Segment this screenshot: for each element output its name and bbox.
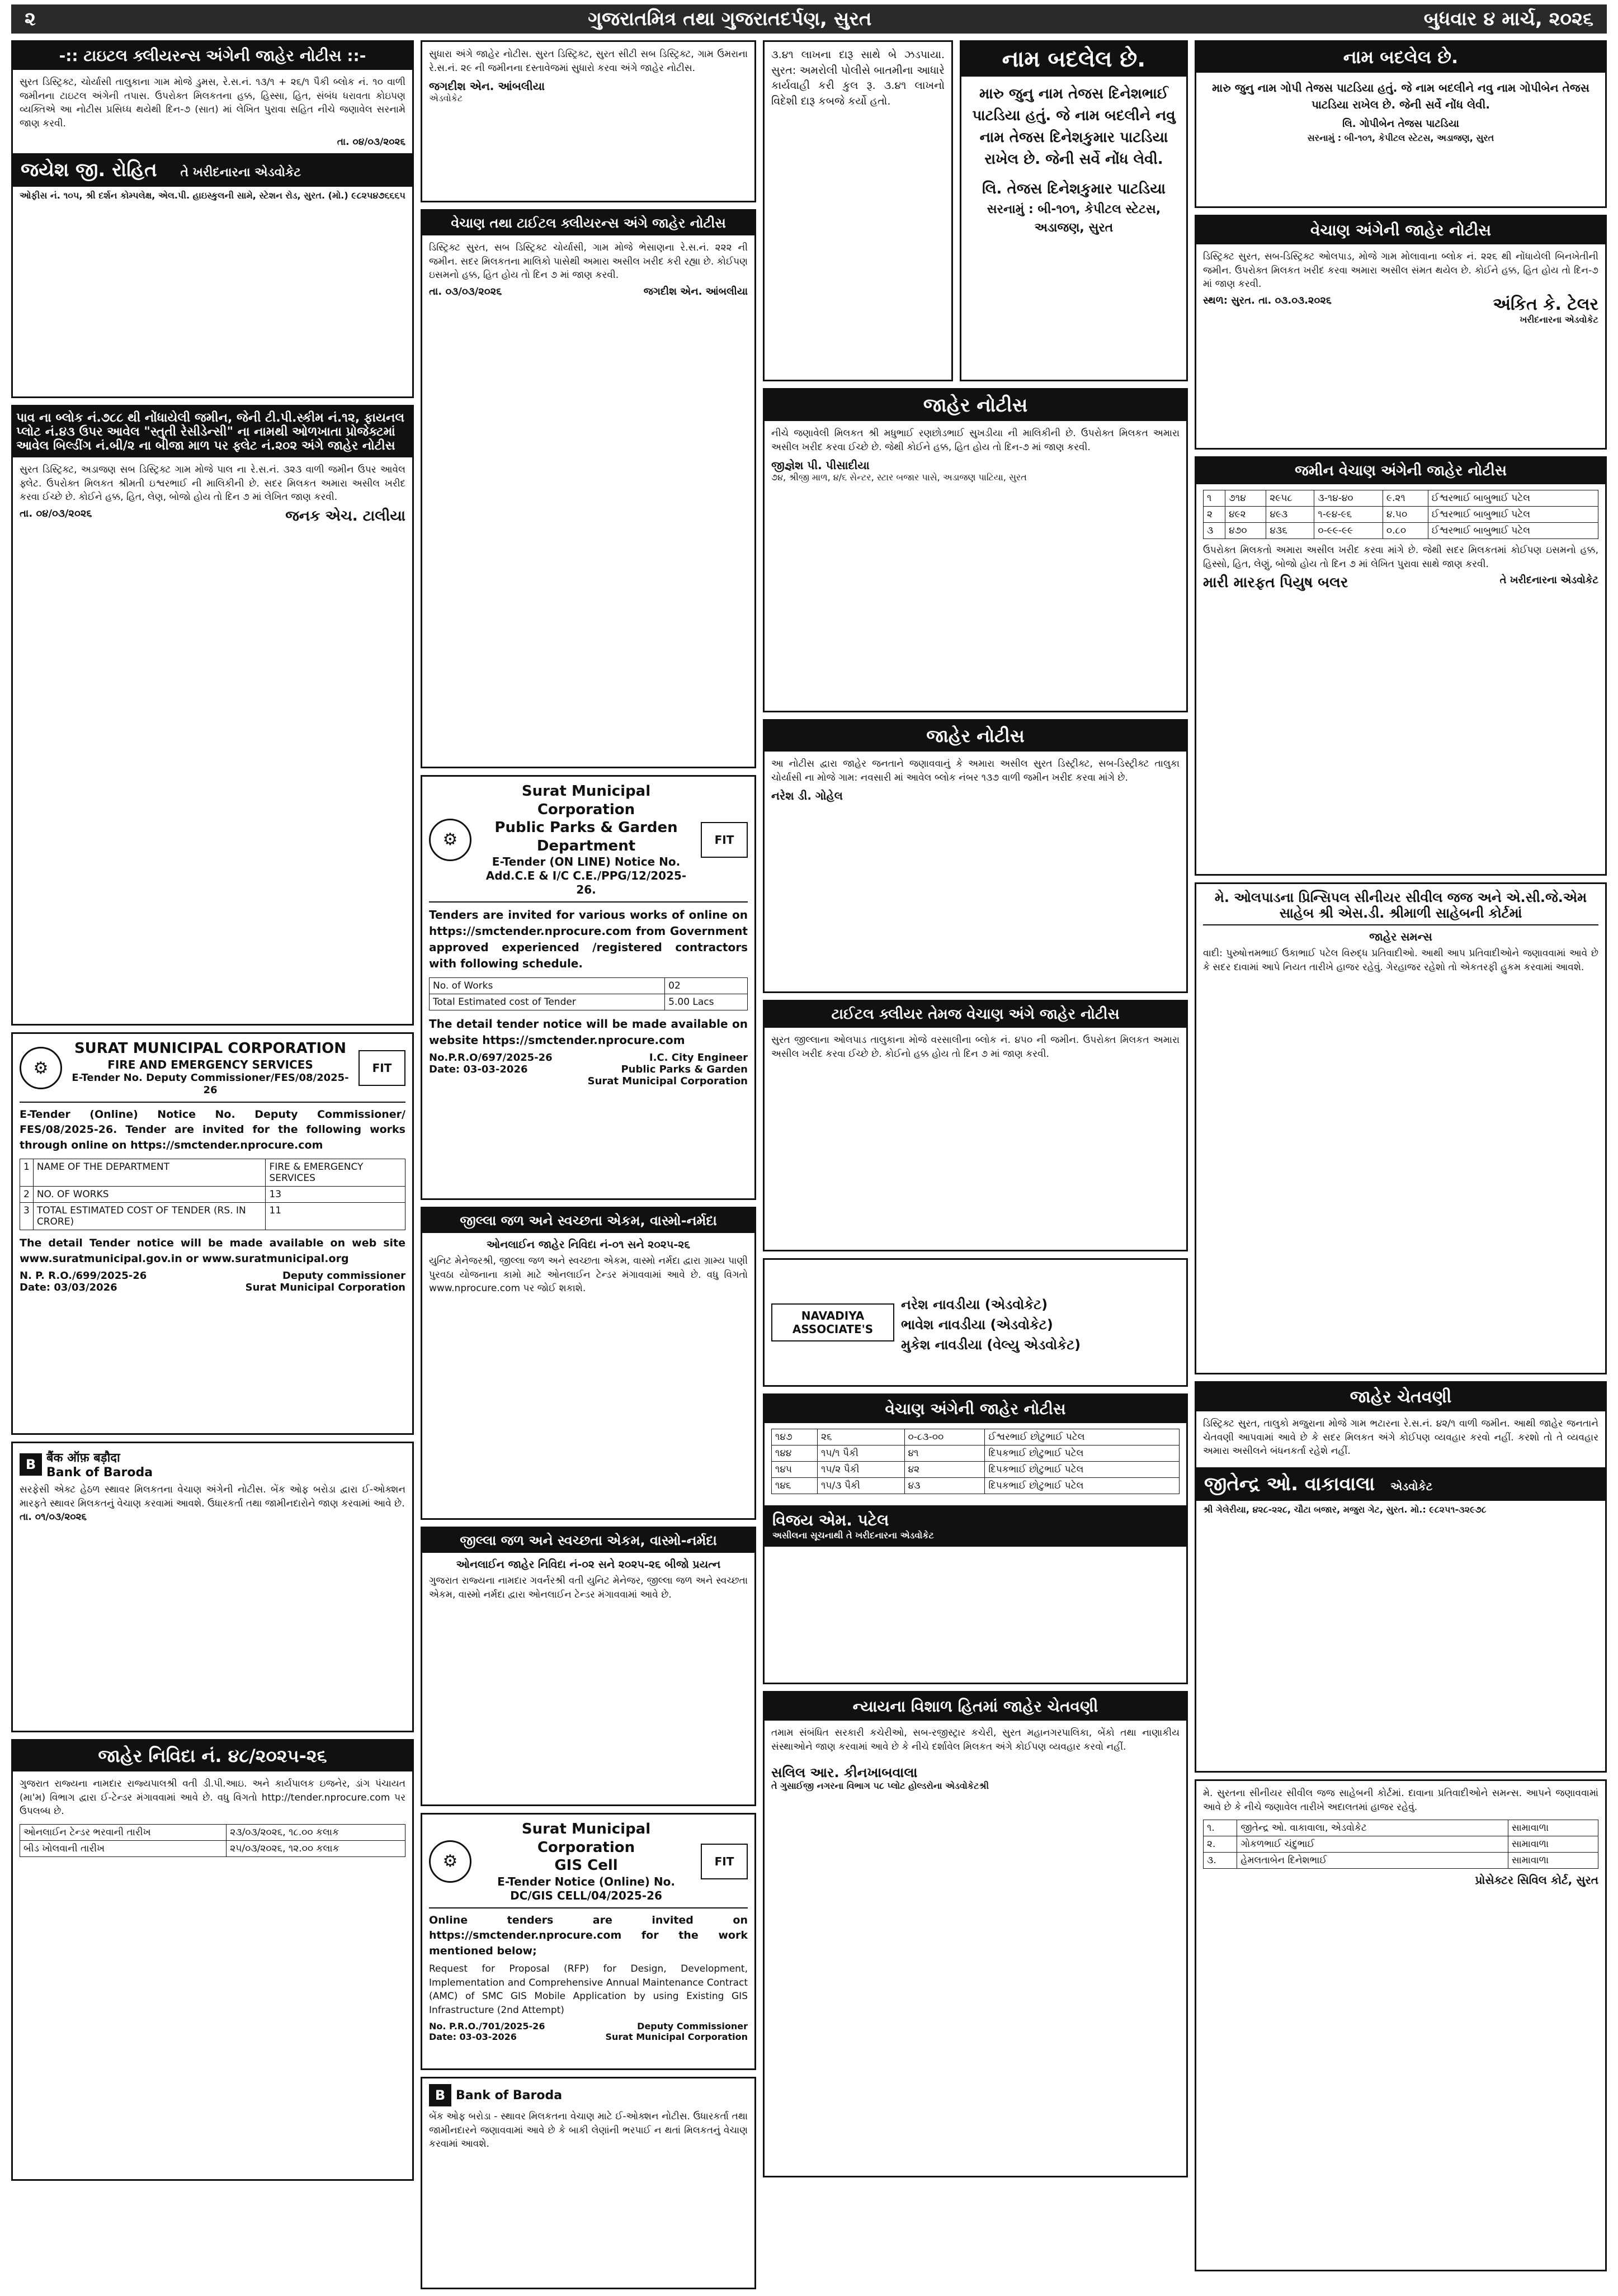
notice-signature: મારી મારફત પિયુષ બલર (1203, 574, 1348, 592)
name-change-signature: લિ. ગોપીબેન તેજસ પાટડિયા (1342, 118, 1459, 130)
notice-body: તમામ સંબંધિત સરકારી કચેરીઓ, સબ-રજીસ્ટ્રાર કચેરી, સુરત મહાનગરપાલિકા, બેંકો તથા નાણાકીય સંસ્થાઓને જાણ કરવામાં આવે છે કે નીચે દર્શાવેલ મિલકત અંગે કોઈપણ વ્યવહાર કરવો નહીં. (771, 1727, 1180, 1752)
notice-body: બેંક ઓફ બરોડા - સ્થાવર મિલકતના વેચાણ માટે ઈ-ઓક્શન નોટીસ. ઉધારકર્તા તથા જામીનદારને જણાવવામાં આવે છે કે બાકી લેણાંની ભરપાઈ ન થતાં મિલકતનું વેચાણ કરવામાં આવશે. (429, 2111, 748, 2150)
notice-body: સુધારા અંગે જાહેર નોટીસ. સુરત ડિસ્ટ્રિક્ટ, સુરત સીટી સબ ડિસ્ટ્રિક્ટ, ગામ ઉમરાના રે.સ.નં. ૨૯ ની જમીનના દસ્તાવેજમાં સુધારો કરવા અંગે જાહેર નોટીસ. (429, 49, 748, 74)
sale-notice-table (763, 1393, 1188, 1684)
advocate-name: વિજય એમ. પટેલ (772, 1511, 889, 1529)
table-row: ઓનલાઈન ટેન્ડર ભરવાની તારીખ ૨૩/૦૩/૨૦૨૬, ૧૮.૦૦ કલાક (20, 1824, 405, 1840)
land-table (1203, 490, 1598, 539)
notice-heading: -:: ટાઇટલ ક્લીયરન્સ અંગેની જાહેર નોટીસ ::- (13, 42, 412, 70)
notice-subheading: ઓનલાઈન જાહેર નિવિદા નં-૦૧ સને ૨૦૨૫-૨૬ (486, 1239, 691, 1251)
advocate-name: જીતેન્દ્ર ઓ. વાકાવાલા (1204, 1472, 1375, 1495)
notice-address: ૭૪, શ્રીજી માળ, ૪/૬ સેન્ટર, સ્ટાર બજાર પાસે, અડાજણ પાટિયા, સુરત (771, 472, 1027, 483)
notice-signature: નરેશ ડી. ગોહેલ (771, 789, 843, 803)
bank-of-baroda-logo-icon: B (20, 1453, 42, 1476)
tender-date: Date: 03-03-2026 (429, 2031, 517, 2042)
notice-signature-role: ખરીદનારના એડવોકેટ (1520, 314, 1598, 325)
tender-table (429, 977, 748, 1010)
tender-intro: E-Tender (Online) Notice No. Deputy Commissioner/ FES/08/2025-26. Tender are invited for the following works through online on https://smctender.nprocure.com (20, 1108, 405, 1151)
tender-dates-table (20, 1824, 405, 1857)
tender-date: Date: 03/03/2026 (20, 1282, 117, 1294)
land-table (771, 1429, 1180, 1494)
advocate-signature (1196, 1467, 1605, 1501)
court-signature: પ્રોસેક્ટર સિવિલ કોર્ટ, સુરત (1475, 1873, 1598, 1887)
table-row: ૧ ૭૧૪ ૨૯૫૮ ૩-૧૪-૪૦ ૯.૨૧ ઈશ્વરભાઈ બાબુભાઈ પટેલ (1204, 490, 1598, 507)
public-tender-48 (11, 1739, 414, 2181)
court-subheading: જાહેર સમન્સ (1369, 930, 1432, 943)
signatory-title: I.C. City Engineer (649, 1052, 748, 1064)
advocate-name-2: ભાવેશ નાવડીયા (એડવોકેટ) (901, 1317, 1053, 1333)
smc-emblem-icon: ⚙ (20, 1047, 62, 1089)
smc-title: Surat Municipal Corporation (521, 1821, 651, 1856)
notice-signature: જગદીશ એન. આંબલીયા (429, 79, 545, 93)
notice-date: તા. ૦૪/૦૩/૨૦૨૬ (337, 136, 405, 148)
bank-name: Bank of Baroda (46, 1466, 153, 1480)
table-row: ૩. હેમલતાબેન દિનેશભાઈ સામાવાળા (1204, 1853, 1598, 1869)
notice-heading: જાહેર નોટીસ (765, 721, 1186, 752)
notice-body: યુનિટ મેનેજરશ્રી, જીલ્લા જળ અને સ્વચ્છતા એકમ, વાસ્મો નર્મદા દ્વારા ગ્રામ્ય પાણી પુરવઠા યોજનાના કામો માટે ઓનલાઈન ટેન્ડર મંગાવવામાં આવે છે. વધુ વિગતો www.nprocure.com પર જોઈ શકાશે. (429, 1255, 748, 1295)
notice-body: આ નોટીસ દ્વારા જાહેર જનતાને જણાવવાનું કે અમારા અસીલ સુરત ડિસ્ટ્રીક્ટ, સબ-ડિસ્ટ્રીક્ટ તાલુકા ચોર્યાસી ના મોજે ગામ: નવસારી માં આવેલ બ્લોક નંબર ૧૩૭ વાળી જમીન ખરીદ કરવા માંગે છે. (771, 758, 1180, 783)
tender-number: E-Tender (ON LINE) Notice No. Add.C.E & I/C C.E./PPG/12/2025-26. (485, 855, 687, 896)
public-warning-bhatar (1195, 1381, 1607, 1773)
notice-date: તા. ૦૧/૦૩/૨૦૨૬ (20, 1511, 87, 1523)
notice-body: સરફેસી એક્ટ હેઠળ સ્થાવર મિલકતના વેચાણ અંગેની નોટીસ. બેંક ઓફ બરોડા દ્વારા ઈ-ઓક્શન મારફતે સ્થાવર મિલકતનું વેચાણ કરવામાં આવશે. ઉધારકર્તા તથા જામીનદારોને જાણ કરવામાં આવે છે. (20, 1484, 405, 1509)
pro-number: No. P.R.O./701/2025-26 (429, 2020, 545, 2032)
notice-signature: જગદીશ એન. આંબલીયા (643, 285, 748, 297)
notice-heading: જીલ્લા જળ અને સ્વચ્છતા એકમ, વાસ્મો-નર્મદા (422, 1528, 754, 1553)
smc-department: FIRE AND EMERGENCY SERVICES (107, 1057, 313, 1071)
signatory-title: Deputy commissioner (282, 1270, 405, 1282)
public-notice-sukhadiya (763, 388, 1188, 712)
name-change-address: સરનામું : બી-૧૦૧, કેપીટલ સ્ટેટસ, અડાજણ, સુરત (987, 202, 1161, 235)
table-row: ૧. જીતેન્દ્ર ઓ. વાકાવાલા, એડવોકેટ સામાવાળા (1204, 1820, 1598, 1836)
fit-india-logo-icon: FIT (701, 1844, 748, 1879)
column-2 (421, 40, 756, 2296)
title-clear-sale-notice (763, 1000, 1188, 1251)
bank-of-baroda-notice (11, 1442, 414, 1732)
name-change-notice-1 (960, 40, 1188, 381)
tender-work: Request for Proposal (RFP) for Design, Development, Implementation and Comprehensive Annual Maintenance Contract (AMC) of SMC GIS Mobile Application by using Existing GIS Infrastructure (2nd Attempt) (429, 1963, 748, 2016)
surat-court-summons (1195, 1779, 1607, 2271)
name-change-body: મારુ જુનુ નામ તેજસ દિનેશભાઈ પાટડિયા હતું. જે નામ બદલીને નવુ નામ તેજસ દિનેશકુમાર પાટડિયા રાખેલ છે. જેની સર્વે નોંધ લેવી. (972, 86, 1176, 168)
issue-date: બુધવાર ૪ માર્ચ, ૨૦૨૬ (1423, 8, 1593, 30)
name-change-notice-2 (1195, 40, 1607, 208)
court-heading: મે. ઓલપાડના પ્રિન્સિપલ સીનીયર સીવીલ જજ અને એ.સી.જે.એમ સાહેબ શ્રી એસ.ડી. શ્રીમાળી સાહેબની કોર્ટમાં (1203, 890, 1598, 925)
tender-body: ગુજરાત રાજ્યના નામદાર રાજ્યપાલશ્રી વતી ડી.પી.આઇ. અને કાર્યપાલક ઇજનેર, ડાંગ પંચાયત (મા'મ) વિભાગ દ્વારા ઈ-ટેન્ડર મંગાવવામાં આવે છે. વધુ વિગતો http://tender.nprocure.com પર ઉપલબ્ધ છે. (20, 1778, 405, 1817)
table-row: 3 TOTAL ESTIMATED COST OF TENDER (RS. IN CRORE) 11 (20, 1203, 405, 1230)
bank-of-baroda-notice-2 (421, 2077, 756, 2289)
name-change-signature: લિ. તેજસ દિનેશકુમાર પાટડિયા (982, 181, 1166, 197)
name-change-address: સરનામું : બી-૧૦૧, કેપીટલ સ્ટેટસ, અડાજણ, સુરત (1307, 133, 1494, 143)
signatory-org: Surat Municipal Corporation (245, 1282, 405, 1294)
notice-signature (765, 1505, 1186, 1547)
wasmo-tender-2 (421, 1527, 756, 1806)
page-number: ૨ (25, 8, 36, 30)
bank-name: Bank of Baroda (456, 2088, 563, 2103)
smc-emblem-icon: ⚙ (429, 819, 471, 861)
notice-body: સુરત જીલ્લાના ઓલપાડ તાલુકાના મોજે વરસાલીના બ્લોક નં. ૪૫૦ ની જમીન. ઉપરોક્ત મિલકત અમારા અસીલ ખરીદ કરવા ઈચ્છે છે. કોઈનો હક્ક હોય તો દિન ૭ માં જાણ કરવી. (771, 1034, 1180, 1060)
table-row: ૧૪૫ ૧૫/૨ પૈકી ૪૨ દિપકભાઈ છોટુભાઈ પટેલ (772, 1462, 1180, 1478)
advocate-role: તે ખરીદનારના એડવોકેટ (180, 166, 301, 180)
table-row: 2 NO. OF WORKS 13 (20, 1187, 405, 1203)
land-sale-notice (1195, 456, 1607, 876)
smc-department: Public Parks & Garden Department (494, 819, 678, 854)
signatory-org: Surat Municipal Corporation (587, 1075, 748, 1087)
tender-number: E-Tender Notice (Online) No. DC/GIS CELL/04/2025-26 (497, 1874, 675, 1902)
notice-body: ડિસ્ટ્રિક્ટ સુરત, તાલુકો મજુરાના મોજે ગામ ભટારના રે.સ.નં. ૪૨/૧ વાળી જમીન. આથી જાહેર જનતાને ચેતવણી આપવામાં આવે છે કે સદર મિલકત અંગે કોઈપણ વ્યવહાર કરવો નહીં. કરશો તો તે વ્યવહાર અમારા અસીલને બંધનકર્તા રહેશે નહીં. (1203, 1418, 1598, 1457)
notice-signature: અંકિત કે. ટેલર (1493, 294, 1598, 314)
notice-heading: ટાઈટલ ક્લીયર તેમજ વેચાણ અંગે જાહેર નોટીસ (765, 1001, 1186, 1028)
notice-body: ગુજરાત રાજ્યના નામદાર ગવર્નરશ્રી વતી યુનિટ મેનેજર, જીલ્લા જળ અને સ્વચ્છતા એકમ, વાસ્મો નર્મદા દ્વારા ઓનલાઈન ટેન્ડર મંગાવવામાં આવે છે. (429, 1575, 748, 1600)
column-5 (1195, 40, 1607, 2278)
signatory-title: Deputy Commissioner (637, 2020, 748, 2032)
tender-date: Date: 03-03-2026 (429, 1064, 528, 1075)
correction-notice (421, 40, 756, 202)
table-row: ૧૪૬ ૧૫/૩ પૈકી ૪૩ દિપકભાઈ છોટુભાઈ પટેલ (772, 1478, 1180, 1494)
tender-number: E-Tender No. Deputy Commissioner/FES/08/2025-26 (72, 1071, 349, 1096)
table-row: ૨ ૪૯૨ ૪૯૩ ૧-૯૪-૯૬ ૪.૫૦ ઈશ્વરભાઈ બાબુભાઈ પટેલ (1204, 507, 1598, 523)
name-change-title: નામ બદલેલ છે. (1196, 42, 1605, 73)
smc-department: GIS Cell (554, 1857, 618, 1874)
advocate-role: અસીલના સૂચનાથી તે ખરીદનારના એડવોકેટ (772, 1530, 934, 1541)
table-row: No. of Works 02 (430, 978, 748, 994)
table-row: 1 NAME OF THE DEPARTMENT FIRE & EMERGENCY SERVICES (20, 1159, 405, 1187)
flat-notice (11, 405, 414, 1026)
table-row: ૩ ૪૭૦ ૪૩૬ ૦-૯૯-૯૯ ૦.૮૦ ઈશ્વરભાઈ બાબુભાઈ પટેલ (1204, 523, 1598, 539)
title-clearance-notice (11, 40, 414, 398)
news-body: ૩.૪૧ લાખના દારૂ સાથે બે ઝડપાયા. સુરત: અમરોલી પોલીસે બાતમીના આધારે કાર્યવાહી કરી કુલ રૂ. ૩.૪૧ લાખનો વિદેશી દારૂ કબજે કર્યો હતો. (771, 49, 945, 107)
advocate-address: ઓફીસ નં. ૧૦૫, શ્રી દર્શન કોમ્પલેક્ષ, એલ.પી. હાઇસ્કુલની સામે, સ્ટેશન રોડ, સુરત. (મો.) ૯૮૨૫૪૭૬૬૬૫ (20, 190, 405, 201)
tender-footer: The detail tender notice will be made available on website https://smctender.nprocure.com (429, 1017, 748, 1047)
tender-footer: The detail Tender notice will be made available on web site www.suratmunicipal.gov.in or www.suratmunicipal.org (20, 1237, 405, 1265)
liquor-news (763, 40, 953, 381)
sale-title-notice (421, 209, 756, 768)
notice-body: સુરત ડિસ્ટ્રિક્ટ, અડાજણ સબ ડિસ્ટ્રિક્ટ ગામ મોજે પાલ ના રે.સ.નં. ૩૨૩ વાળી જમીન ઉપર આવેલ ફ્લેટ. ઉપરોક્ત મિલકત શ્રીમતી ઇશ્વરભાઈ ની માલિકીની છે. સદર મિલકત અમારા અસીલ ખરીદ કરવા ઈચ્છે છે. કોઈને હક્ક, હિત, લેણ, બોજો હોય તો દિન ૭ માં લેખિત જાણ કરવી. (20, 464, 405, 503)
column-3 (763, 40, 1188, 2184)
notice-signature-firm: તે ગુસાઈજી નગરના વિભાગ ૫૮ પ્લોટ હોલ્ડરોના એડવોકેટશ્રી (771, 1780, 989, 1792)
tender-table (20, 1159, 405, 1230)
notice-signature: સલિલ આર. કીનખાબવાલા (771, 1765, 918, 1781)
advocate-name-1: નરેશ નાવડીયા (એડવોકેટ) (901, 1297, 1048, 1312)
notice-signature: જીજ્ઞેશ પી. પીસાદીયા (771, 459, 870, 473)
notice-heading: વેચાણ અંગેની જાહેર નોટીસ (1196, 216, 1605, 244)
wasmo-tender-1 (421, 1207, 756, 1520)
notice-heading: જમીન વેચાણ અંગેની જાહેર નોટીસ (1196, 458, 1605, 484)
smc-title: Surat Municipal Corporation (521, 783, 651, 818)
notice-heading: જીલ્લા જળ અને સ્વચ્છતા એકમ, વાસ્મો-નર્મદા (422, 1208, 754, 1233)
masthead (11, 4, 1607, 34)
notice-body: ડિસ્ટ્રિક્ટ સુરત, સબ-ડિસ્ટ્રિક્ટ ઓલપાડ, મોજે ગામ મોલાવાના બ્લોક નં. ૨૨૬ થી નોંધાયેલી બિનખેતીની જમીન. ઉપરોક્ત મિલકત ખરીદ કરવા અમારા અસીલ સંમત થયેલ છે. કોઈને હક્ક, હિત હોય તો દિન-૭ માં જાણ કરવી. (1203, 251, 1598, 290)
tender-intro: Tenders are invited for various works of online on https://smctender.nprocure.com from Government approved experienced /registered contractors with following schedule. (429, 908, 748, 970)
table-row: બીડ ખોલવાની તારીખ ૨૫/૦૩/૨૦૨૬, ૧૨.૦૦ કલાક (20, 1840, 405, 1856)
smc-title: SURAT MUNICIPAL CORPORATION (74, 1040, 347, 1057)
advocate-address: શ્રી ગેલેરીયા, ૪૨૮-૨૨૮, ચૌટા બજાર, મજુરા ગેટ, સુરત. મો.: ૯૮૨૫૧-૩૨૯૭૮ (1203, 1504, 1487, 1515)
notice-body: સુરત ડિસ્ટ્રિક્ટ, ચોર્યાસી તાલુકાના ગામ મોજે ડુમસ, રે.સ.નં. ૧૩/૧ + ૨૬/૧ પૈકી બ્લોક નં. ૧૦ વાળી જમીનના ટાઇટલ અંગેની તપાસ. ઉપરોક્ત મિલકતના હક્ક, હિસ્સા, હિત, સંબંધ ધરાવતા કોઇપણ વ્યક્તિએ આ નોટીસ પ્રસિધ્ધ થયેથી દિન-૭ (સાત) માં લેખિત પુરાવા સહિત નીચે જણાવેલ સરનામે જાણ કરવી. (20, 77, 405, 129)
smc-parks-tender (421, 775, 756, 1200)
public-warning-notice (763, 1691, 1188, 2177)
notice-body: ઉપરોક્ત મિલકતો અમારા અસીલ ખરીદ કરવા માંગે છે. જેથી સદર મિલકતમાં કોઈપણ ઇસમનો હક્ક, હિસ્સો, હિત, લેણું, બોજો હોય તો દિન ૭ માં લેખિત પુરાવા સાથે જાણ કરવી. (1203, 545, 1598, 570)
notice-signature-role: એડવોકેટ (429, 93, 463, 104)
olpad-court-summons (1195, 882, 1607, 1374)
court-body: વાદી: પુરુષોત્તમભાઈ ઉકાભાઈ પટેલ વિરુદ્ધ પ્રતિવાદીઓ. આથી આપ પ્રતિવાદીઓને જણાવવામાં આવે છે કે સદર દાવામાં આપે નિયત તારીખે હાજર રહેવું. ગેરહાજર રહેશો તો એકતરફી હુકમ કરવામાં આવશે. (1203, 948, 1598, 973)
name-change-title: નામ બદલેલ છે. (961, 42, 1186, 77)
notice-heading: જાહેર નોટીસ (765, 390, 1186, 421)
notice-body: નીચે જણાવેલી મિલકત શ્રી મધુભાઈ રણછોડભાઈ સુખડીયા ની માલિકીની છે. ઉપરોક્ત મિલકત અમારા અસીલ ખરીદ કરવા ઈચ્છે છે. જેથી કોઈને હક્ક, હિત હોય તો દિન-૭ માં જાણ કરવી. (771, 428, 1180, 453)
parties-table (1203, 1820, 1598, 1869)
notice-date: સ્થળ: સુરત. તા. ૦૩.૦૩.૨૦૨૬ (1203, 294, 1332, 306)
tender-heading: જાહેર નિવિદા નં. ૪૮/૨૦૨૫-૨૬ (13, 1741, 412, 1771)
notice-heading: જાહેર ચેતવણી (1196, 1383, 1605, 1411)
advocate-signature (13, 153, 412, 187)
notice-body: ડિસ્ટ્રિક્ટ સુરત, સબ ડિસ્ટ્રિક્ટ ચોર્યાસી, ગામ મોજે ભેસાણના રે.સ.નં. ૨૨૨ ની જમીન. સદર મિલકતના માલિકો પાસેથી અમારા અસીલ ખરીદ કરી રહ્યા છે. કોઈપણ ઇસમનો હક્ક, હિત હોય તો દિન ૭ માં જાણ કરવી. (429, 242, 748, 281)
smc-gis-tender (421, 1813, 756, 2070)
advocate-name: જયેશ જી. રોહિત (21, 159, 157, 182)
smc-emblem-icon: ⚙ (429, 1840, 471, 1883)
signatory-dept: Public Parks & Garden (621, 1064, 748, 1075)
notice-date: તા. ૦૪/૦૩/૨૦૨૬ (20, 507, 92, 519)
advocate-name-3: મુકેશ નાવડીયા (વેલ્યુ એડવોકેટ) (901, 1337, 1081, 1353)
signatory-org: Surat Municipal Corporation (605, 2031, 748, 2042)
table-row: ૧૪૪ ૧૫/૧ પૈકી ૪૧ દિપકભાઈ છોટુભાઈ પટેલ (772, 1445, 1180, 1462)
navadiya-advocates (763, 1258, 1188, 1387)
notice-heading: વેચાણ તથા ટાઈટલ ક્લીયરન્સ અંગે જાહેર નોટીસ (422, 211, 754, 235)
sale-notice-molava (1195, 215, 1607, 450)
notice-date: તા. ૦૩/૦૩/૨૦૨૬ (429, 285, 502, 297)
fit-india-logo-icon: FIT (358, 1050, 405, 1086)
table-row: Total Estimated cost of Tender 5.00 Lacs (430, 994, 748, 1010)
smc-fire-tender (11, 1032, 414, 1435)
table-row: ૧૪૭ ૨૬ ૦-૮૩-૦૦ ઈશ્વરભાઈ છોટુભાઈ પટેલ (772, 1429, 1180, 1445)
public-notice-navsari (763, 719, 1188, 993)
paper-name: ગુજરાતમિત્ર તથા ગુજરાતદર્પણ, સુરત (588, 8, 872, 30)
fit-india-logo-icon: FIT (701, 822, 748, 858)
navadiya-logo: NAVADIYA ASSOCIATE'S (771, 1303, 894, 1341)
column-1 (11, 40, 414, 2188)
bank-hindi-name: बैंक ऑफ़ बड़ौदा (46, 1451, 120, 1465)
notice-heading: વેચાણ અંગેની જાહેર નોટીસ (765, 1395, 1186, 1423)
notice-signature: જનક એચ. ટાલીયા (285, 507, 405, 525)
advocate-role: એડવોકેટ (1390, 1479, 1433, 1493)
notice-heading: ન્યાયના વિશાળ હિતમાં જાહેર ચેતવણી (765, 1693, 1186, 1721)
bank-of-baroda-logo-icon: B (429, 2084, 451, 2106)
pro-number: N. P. R.O./699/2025-26 (20, 1270, 147, 1282)
notice-heading: પાવ ના બ્લોક નં.૭૮૮ થી નોંધાયેલી જમીન, જેની ટી.પી.સ્કીમ નં.૧૨, ફાયનલ પ્લોટ નં.૪૩ ઉપર આવેલ "સ્તુતી રેસીડેન્સી" ના નામથી ઓળખાતા પ્રોજેક્ટમાં આવેલ બિલ્ડીંગ નં.બી/૨ ના બીજા માળ પર ફ્લેટ નં.૨૦૨ અંગે જાહેર નોટીસ (13, 407, 412, 457)
name-change-body: મારુ જુનુ નામ ગોપી તેજસ પાટડિયા હતું. જે નામ બદલીને નવુ નામ ગોપીબેન તેજસ પાટડિયા રાખેલ છે. જેની સર્વે નોંધ લેવી. (1212, 81, 1589, 111)
notice-signature-role: તે ખરીદનારના એડવોકેટ (1499, 574, 1598, 587)
table-row: ૨. ગોકળભાઈ ચંદુભાઈ સામાવાળા (1204, 1836, 1598, 1853)
pro-number: No.P.R.O/697/2025-26 (429, 1052, 553, 1064)
tender-intro: Online tenders are invited on https://smctender.nprocure.com for the work mentioned below; (429, 1914, 748, 1957)
notice-subheading: ઓનલાઈન જાહેર નિવિદા નં-૦૨ સને ૨૦૨૫-૨૬ બીજો પ્રયત્ન (456, 1558, 721, 1571)
court-body: મે. સુરતના સીનીયર સીવીલ જજ સાહેબની કોર્ટમાં. દાવાના પ્રતિવાદીઓને સમન્સ. આપને જણાવવામાં આવે છે કે નીચે જણાવેલ તારીખે અદાલતમાં હાજર રહેવું. (1203, 1788, 1598, 1813)
